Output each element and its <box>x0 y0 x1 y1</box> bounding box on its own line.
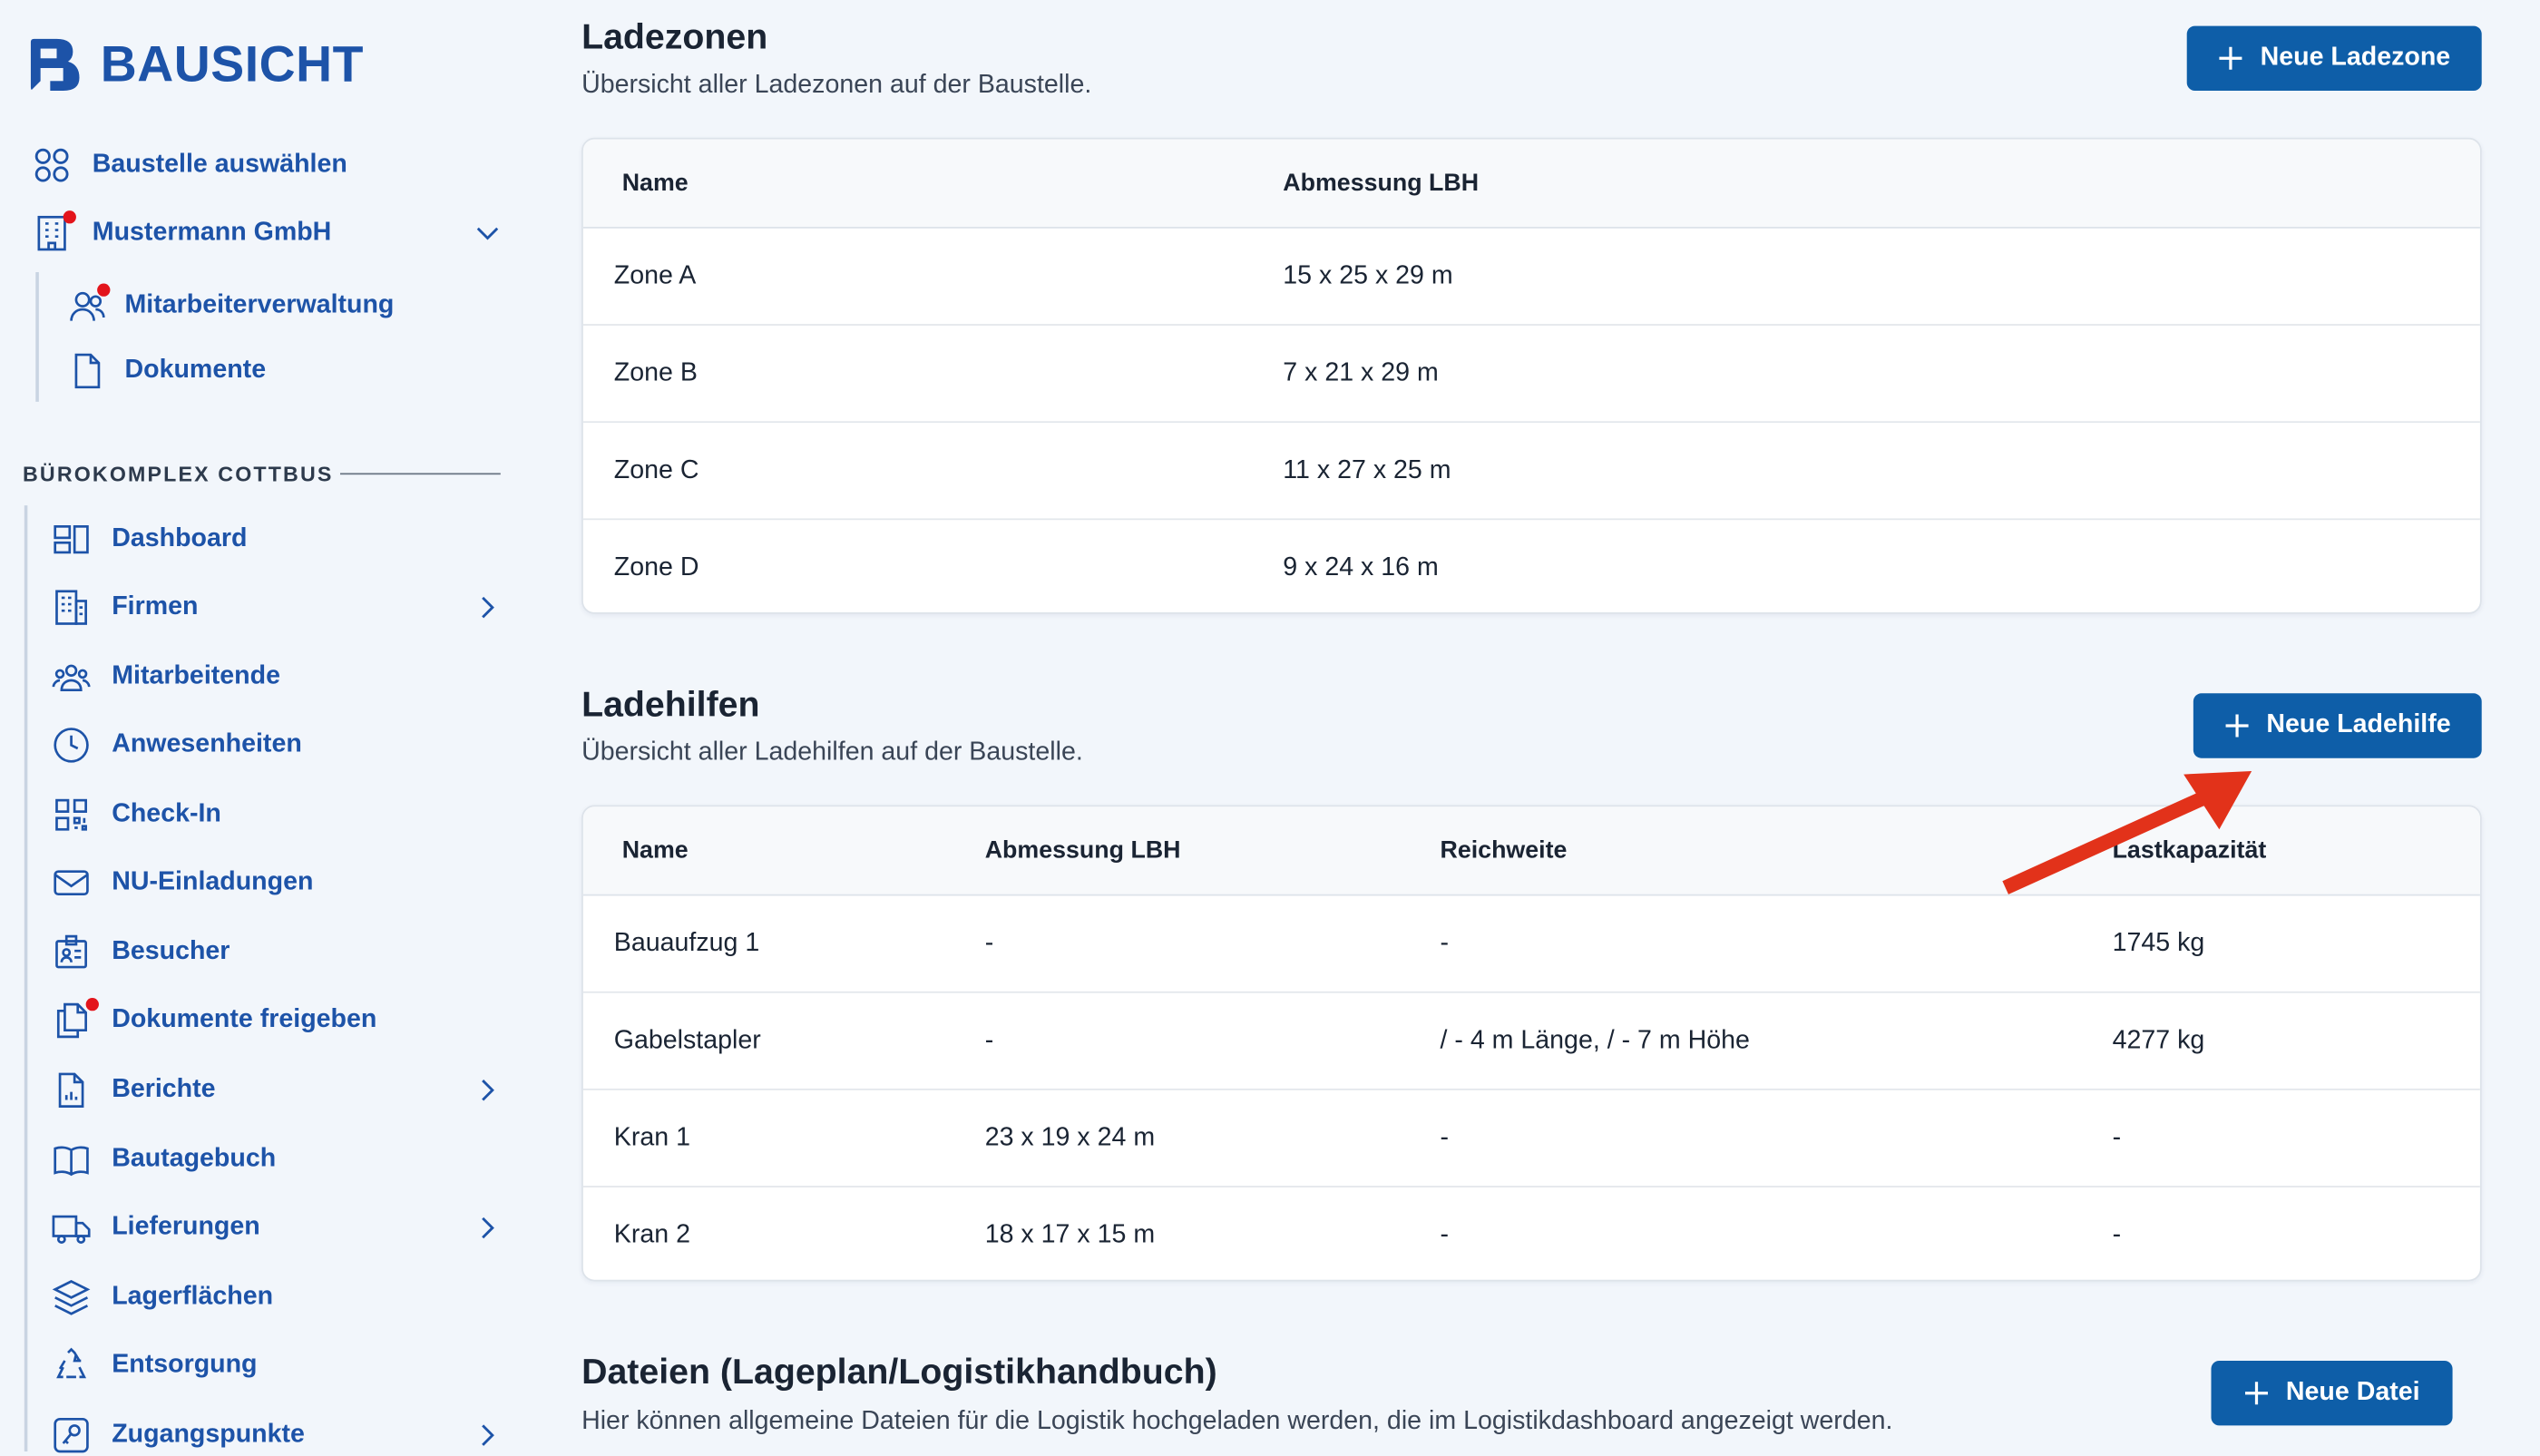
dateien-title: Dateien (Lageplan/Logistikhandbuch) <box>581 1351 1217 1392</box>
plus-icon <box>2224 713 2251 739</box>
section-title: BÜROKOMPLEX COTTBUS <box>22 461 334 486</box>
table-row[interactable] <box>583 326 2480 423</box>
button-label: Neue Datei <box>2285 1378 2420 1406</box>
sidebar-item-label: Baustelle auswählen <box>92 151 347 179</box>
sidebar-item-label: Firmen <box>112 592 199 621</box>
section-divider <box>340 473 501 474</box>
sidebar-item-lagerflaechen[interactable] <box>50 1276 500 1318</box>
button-label: Neue Ladezone <box>2260 44 2451 72</box>
dateien-subtitle: Hier können allgemeine Dateien für die Logistik hochgeladen werden, die im Logistikdashboard angezeigt werden. <box>581 1407 1893 1436</box>
sidebar-item-label: Mitarbeitende <box>112 662 280 690</box>
cell-abmessung: - <box>984 929 994 957</box>
table-row[interactable] <box>583 993 2480 1090</box>
sidebar-item-zugangspunkte[interactable] <box>50 1414 500 1456</box>
sidebar-item-mustermann-gmbh[interactable] <box>31 212 501 254</box>
building-icon <box>31 212 73 254</box>
sidebar-item-label: Dashboard <box>112 524 248 552</box>
report-icon <box>50 1070 92 1111</box>
chevron-down-icon[interactable] <box>474 220 501 247</box>
cell-abmessung: 9 x 24 x 16 m <box>1283 552 1439 581</box>
cell-abmessung: 18 x 17 x 15 m <box>984 1220 1156 1248</box>
chevron-right-icon[interactable] <box>474 1422 501 1449</box>
ladezonen-table <box>581 138 2482 614</box>
sidebar-item-label: Dokumente <box>124 356 267 385</box>
cell-name: Zone D <box>613 552 699 581</box>
bausicht-logo-icon <box>27 35 85 93</box>
sidebar-item-label: Berichte <box>112 1075 216 1104</box>
layers-icon <box>50 1276 92 1318</box>
new-ladehilfe-button[interactable] <box>2193 693 2482 757</box>
plus-icon <box>2218 45 2244 72</box>
cell-lastkapazitaet: 1745 kg <box>2112 929 2205 957</box>
cell-name: Zone B <box>613 358 698 386</box>
brand-logo[interactable] <box>27 35 364 93</box>
column-header-reichweite[interactable]: Reichweite <box>1440 836 1568 865</box>
sidebar-item-besucher[interactable] <box>50 932 500 973</box>
recycle-icon <box>50 1344 92 1386</box>
sidebar-item-label: Anwesenheiten <box>112 730 302 758</box>
mail-icon <box>50 862 92 904</box>
table-row[interactable] <box>583 229 2480 326</box>
sidebar-item-label: Lieferungen <box>112 1213 260 1241</box>
sidebar-item-label: Lagerflächen <box>112 1283 274 1311</box>
ladehilfen-subtitle: Übersicht aller Ladehilfen auf der Baustelle. <box>581 738 1083 767</box>
new-ladezone-button[interactable] <box>2187 26 2482 91</box>
sidebar-item-dokumente[interactable] <box>66 350 487 392</box>
qr-code-icon <box>50 794 92 835</box>
cell-reichweite: - <box>1440 1220 1450 1248</box>
annotation-arrow-icon <box>1992 761 2268 907</box>
section-guide-line <box>24 505 28 1451</box>
sidebar-item-dokumente-freigeben[interactable] <box>50 1000 500 1041</box>
cell-reichweite: / - 4 m Länge, / - 7 m Höhe <box>1440 1026 1750 1054</box>
ladezonen-subtitle: Übersicht aller Ladezonen auf der Baustelle. <box>581 71 1092 99</box>
new-datei-button[interactable] <box>2211 1361 2452 1425</box>
book-icon <box>50 1138 92 1180</box>
grid-icon <box>31 144 73 186</box>
cell-abmessung: 7 x 21 x 29 m <box>1283 358 1439 386</box>
table-row[interactable] <box>583 895 2480 992</box>
column-header-name[interactable]: Name <box>621 169 689 197</box>
sidebar-item-label: Entsorgung <box>112 1351 258 1379</box>
cell-abmessung: 23 x 19 x 24 m <box>984 1123 1156 1151</box>
sidebar-item-bautagebuch[interactable] <box>50 1138 500 1180</box>
sidebar-item-label: Dokumente freigeben <box>112 1005 377 1034</box>
chevron-right-icon[interactable] <box>474 1077 501 1103</box>
notification-dot <box>64 210 76 223</box>
sidebar-item-check-in[interactable] <box>50 794 500 835</box>
cell-name: Zone C <box>613 455 699 484</box>
sidebar-item-label: Mustermann GmbH <box>92 219 332 247</box>
sidebar-item-label: NU-Einladungen <box>112 868 314 896</box>
sidebar-item-nu-einladungen[interactable] <box>50 862 500 904</box>
table-row[interactable] <box>583 423 2480 520</box>
key-icon <box>50 1414 92 1456</box>
users-icon <box>50 656 92 698</box>
brand-name: BAUSICHT <box>100 35 365 93</box>
cell-name: Zone A <box>613 261 697 289</box>
sidebar-item-label: Mitarbeiterverwaltung <box>124 291 395 319</box>
sidebar-item-berichte[interactable] <box>50 1070 500 1111</box>
cell-lastkapazitaet: 4277 kg <box>2112 1026 2205 1054</box>
cell-reichweite: - <box>1440 929 1450 957</box>
cell-abmessung: - <box>984 1026 994 1054</box>
cell-name: Kran 1 <box>613 1123 690 1151</box>
ladezonen-title: Ladezonen <box>581 15 768 57</box>
cell-reichweite: - <box>1440 1123 1450 1151</box>
sidebar-item-anwesenheiten[interactable] <box>50 724 500 766</box>
sidebar <box>0 0 534 1451</box>
sidebar-item-lieferungen[interactable] <box>50 1207 500 1248</box>
sidebar-item-baustelle-auswaehlen[interactable] <box>31 144 501 186</box>
sidebar-item-mitarbeitende[interactable] <box>50 656 500 698</box>
truck-icon <box>50 1207 92 1248</box>
sidebar-item-entsorgung[interactable] <box>50 1344 500 1386</box>
column-header-abmessung[interactable]: Abmessung LBH <box>984 836 1181 865</box>
document-icon <box>66 350 108 392</box>
table-row[interactable] <box>583 520 2480 614</box>
chevron-right-icon[interactable] <box>474 1215 501 1241</box>
cell-name: Bauaufzug 1 <box>613 929 760 957</box>
dashboard-icon <box>50 518 92 560</box>
badge-icon <box>50 932 92 973</box>
sidebar-item-firmen[interactable] <box>50 586 500 628</box>
button-label: Neue Ladehilfe <box>2266 710 2451 739</box>
clock-icon <box>50 724 92 766</box>
sidebar-item-label: Check-In <box>112 800 221 828</box>
cell-abmessung: 11 x 27 x 25 m <box>1283 455 1451 484</box>
sidebar-item-label: Zugangspunkte <box>112 1421 305 1449</box>
building-icon <box>50 586 92 628</box>
cell-lastkapazitaet: - <box>2112 1220 2122 1248</box>
cell-lastkapazitaet: - <box>2112 1123 2122 1151</box>
notification-dot <box>86 998 99 1011</box>
table-header <box>583 140 2480 229</box>
sidebar-item-label: Besucher <box>112 937 230 966</box>
cell-name: Gabelstapler <box>613 1026 761 1054</box>
table-row[interactable] <box>583 1187 2480 1282</box>
plus-icon <box>2243 1380 2270 1406</box>
users-icon <box>66 285 108 327</box>
column-header-abmessung[interactable]: Abmessung LBH <box>1283 169 1480 197</box>
notification-dot <box>97 283 110 296</box>
cell-name: Kran 2 <box>613 1220 690 1248</box>
chevron-right-icon[interactable] <box>474 594 501 621</box>
documents-icon <box>50 1000 92 1041</box>
submenu-guide-line <box>35 272 39 402</box>
ladehilfen-title: Ladehilfen <box>581 683 760 725</box>
cell-abmessung: 15 x 25 x 29 m <box>1283 261 1453 289</box>
sidebar-item-dashboard[interactable] <box>50 518 500 560</box>
table-row[interactable] <box>583 1090 2480 1187</box>
column-header-lastkapazitaet[interactable]: Lastkapazität <box>2112 836 2267 865</box>
sidebar-item-mitarbeiterverwaltung[interactable] <box>66 285 487 327</box>
sidebar-item-label: Bautagebuch <box>112 1145 277 1173</box>
column-header-name[interactable]: Name <box>621 836 689 865</box>
